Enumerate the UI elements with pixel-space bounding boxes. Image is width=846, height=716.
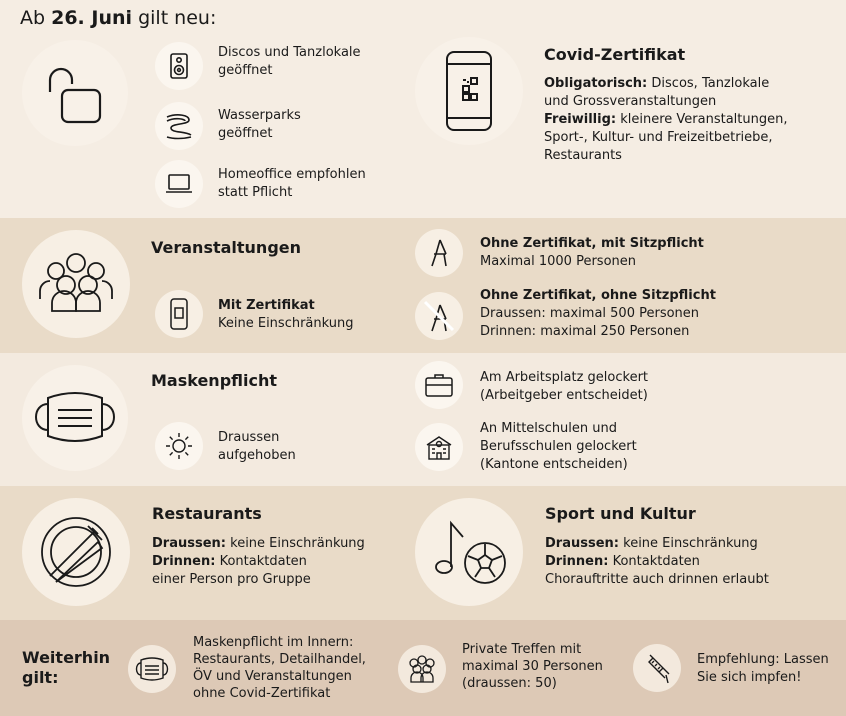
sun-icon <box>155 422 203 470</box>
section-openings <box>0 0 846 218</box>
school-icon <box>415 423 463 471</box>
page-title: Ab 26. Juni gilt neu: <box>20 7 217 29</box>
section-restaurants-sport <box>0 486 846 620</box>
covid-block: Covid-Zertifikat Obligatorisch: Discos, Tanzlokale und Grossveranstaltungen Freiwillig: kleinere Veranstaltungen, Sport-, Kultur- und Freizeitbetriebe, Restaurants <box>544 45 788 163</box>
chair-icon <box>415 229 463 277</box>
masks-school-text: An Mittelschulen und Berufsschulen gelockert (Kantone entscheiden) <box>480 421 637 472</box>
date-highlight: 26. Juni <box>51 7 133 29</box>
section-still-valid <box>0 620 846 716</box>
homeoffice-text: Homeoffice empfohlen statt Pflicht <box>218 167 366 200</box>
covid-title: Covid-Zertifikat <box>544 45 686 64</box>
restaurants-block: Restaurants Draussen: keine Einschränkung Drinnen: Kontaktdaten einer Person pro Gruppe <box>152 504 365 587</box>
laptop-icon <box>155 160 203 208</box>
music-ball-icon <box>415 498 523 606</box>
still-valid-label: Weiterhin gilt: <box>22 648 111 687</box>
face-mask-icon <box>22 365 128 471</box>
no-chair-icon <box>415 292 463 340</box>
restaurants-title: Restaurants <box>152 504 262 523</box>
still-meeting-text: Private Treffen mit maximal 30 Personen (draussen: 50) <box>462 642 603 691</box>
unlock-icon <box>22 40 128 146</box>
plate-cutlery-icon <box>22 498 130 606</box>
briefcase-icon <box>415 361 463 409</box>
mask-small-icon <box>128 645 176 693</box>
masks-title: Maskenpflicht <box>151 371 278 390</box>
speaker-icon <box>155 42 203 90</box>
discos-text: Discos und Tanzlokale geöffnet <box>218 45 361 78</box>
crowd-icon <box>22 230 130 338</box>
masks-work-text: Am Arbeitsplatz gelockert (Arbeitgeber entscheidet) <box>480 370 649 403</box>
events-standing-text: Ohne Zertifikat, ohne Sitzpflicht Draussen: maximal 500 Personen Drinnen: maximal 250 Personen <box>480 288 716 339</box>
waterparks-text: Wasserparks geöffnet <box>218 108 301 141</box>
events-title: Veranstaltungen <box>151 238 302 257</box>
smartphone-qr-icon <box>415 37 523 145</box>
events-certificate-text: Mit Zertifikat Keine Einschränkung <box>218 298 354 331</box>
waterslide-icon <box>155 102 203 150</box>
sport-title: Sport und Kultur <box>545 504 696 523</box>
group-icon <box>398 645 446 693</box>
masks-outdoor-text: Draussen aufgehoben <box>218 430 296 463</box>
section-events <box>0 218 846 353</box>
still-vaccine-text: Empfehlung: Lassen Sie sich impfen! <box>697 652 829 685</box>
syringe-icon <box>633 644 681 692</box>
sport-block: Sport und Kultur Draussen: keine Einschränkung Drinnen: Kontaktdaten Chorauftritte auch drinnen erlaubt <box>545 504 769 587</box>
phone-certificate-icon <box>155 290 203 338</box>
still-mask-text: Maskenpflicht im Innern: Restaurants, Detailhandel, ÖV und Veranstaltungen ohne Covid-Zertifikat <box>193 635 366 701</box>
events-seated-text: Ohne Zertifikat, mit Sitzpflicht Maximal 1000 Personen <box>480 236 704 269</box>
section-masks <box>0 353 846 486</box>
